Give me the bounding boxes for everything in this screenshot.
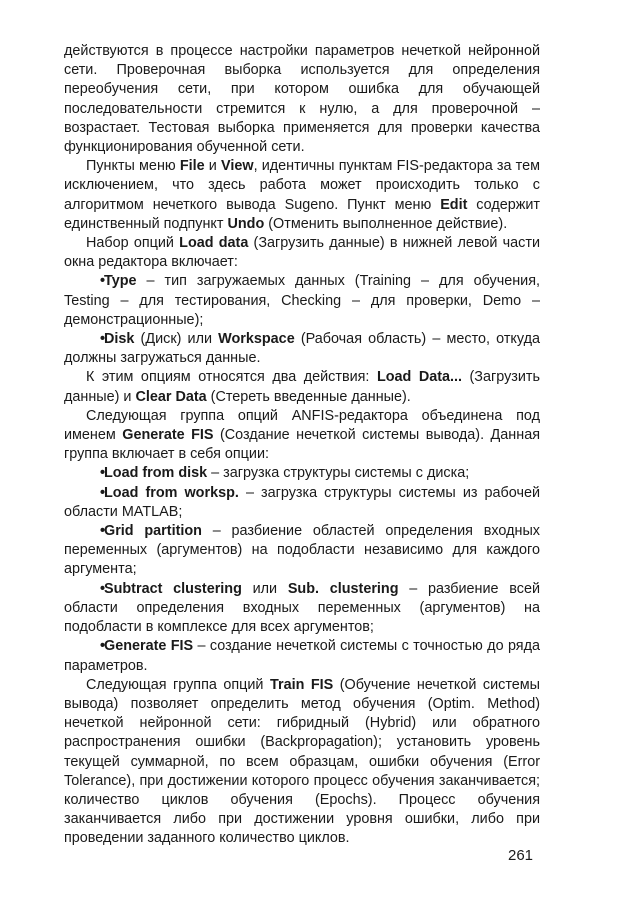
- bold-term: Grid partition: [104, 523, 202, 540]
- bold-term: Load data: [179, 235, 249, 252]
- text-run: (Отменить выполненное действие).: [264, 215, 508, 232]
- bullet-icon: •: [100, 484, 106, 501]
- paragraph: [64, 368, 540, 406]
- bullet-icon: •: [100, 273, 106, 290]
- bold-term: View: [221, 158, 254, 175]
- text-run: действуются в процессе настройки параметров нечеткой нейронной сети. Проверочная выборка используется для определения переобучения сети, при котором ошибка для обучающей последовательности стремится к нулю, а для проверочной – возрастает. Тестовая выборка применяется для проверки качества функционирования обученной сети.: [64, 43, 540, 156]
- text-run: (Обучение нечеткой системы вывода) позволяет определить метод обучения (Optim. Method) нечеткой нейронной сети: гибридный (Hybrid) или обратного распространения ошибки (Backpropagation); установить уровень текущей суммарной, по всем образцам, ошибки обучения (Error Tolerance), при достижении которого процесс обучения заканчивается; количество циклов обучения (Epochs). Процесс обучения заканчивается либо при достижении уровня ошибки, либо при проведении заданного количество циклов.: [64, 676, 541, 847]
- paragraph: [64, 42, 540, 157]
- bullet-item: [64, 522, 540, 580]
- text-run: – создание нечеткой системы с точностью до ряда параметров.: [64, 638, 540, 674]
- text-run: (Рабочая область) – место, откуда должны загружаться данные.: [64, 331, 540, 367]
- bullet-item: [64, 484, 540, 522]
- bullet-item: [64, 330, 540, 368]
- bold-term: Edit: [440, 196, 468, 213]
- bold-term: Clear Data: [135, 388, 207, 405]
- text-run: и: [204, 158, 222, 175]
- bold-term: Load Data...: [376, 369, 463, 386]
- bold-term: File: [179, 158, 205, 175]
- bullet-item: [64, 464, 540, 483]
- text-run: К этим опциям относятся два действия:: [86, 369, 377, 386]
- text-run: Пункты меню: [86, 158, 180, 175]
- text-run: или: [241, 580, 288, 597]
- text-run: – разбиение всей области определения входных переменных (аргументов) на подобласти в комплексе для всех аргументов;: [64, 580, 540, 636]
- bold-term: Type: [104, 273, 137, 290]
- bold-term: Undo: [227, 215, 265, 232]
- paragraph: [64, 234, 540, 272]
- bold-term: Load from worksp.: [104, 484, 239, 501]
- text-run: – загрузка структуры системы из рабочей области MATLAB;: [64, 484, 541, 520]
- bullet-item: [64, 637, 540, 675]
- text-run: (Загрузить данные) в нижней левой части окна редактора включает:: [64, 235, 540, 271]
- text-run: – разбиение областей определения входных переменных (аргументов) на подобласти независимо для каждого аргумента;: [64, 523, 540, 578]
- page-number: 261: [508, 847, 534, 864]
- bullet-icon: •: [100, 523, 106, 540]
- page-text-body: [64, 42, 540, 849]
- bullet-icon: •: [100, 638, 106, 655]
- text-run: (Стереть введенные данные).: [206, 388, 411, 405]
- bold-term: Load from disk: [104, 465, 208, 482]
- paragraph: [64, 157, 540, 234]
- text-run: содержит единственный подпункт: [64, 196, 541, 232]
- text-run: Набор опций: [86, 235, 180, 252]
- text-run: , идентичны пунктам FIS-редактора за тем исключением, что здесь работа может происходить только с алгоритмом нечеткого вывода Sugeno. Пункт меню: [64, 158, 540, 213]
- bold-term: Train FIS: [269, 676, 334, 693]
- bold-term: Workspace: [218, 331, 295, 348]
- bullet-icon: •: [100, 331, 106, 348]
- bold-term: Generate FIS: [122, 427, 214, 444]
- bullet-item: [64, 272, 540, 330]
- paragraph: [64, 676, 540, 849]
- text-run: – загрузка структуры системы с диска;: [207, 465, 470, 482]
- text-run: (Диск) или: [134, 331, 219, 348]
- paragraph: [64, 407, 540, 465]
- bold-term: Sub. clustering: [287, 580, 399, 597]
- text-run: Следующая группа опций: [86, 676, 270, 693]
- text-run: (Создание нечеткой системы вывода). Данная группа включает в себя опции:: [64, 427, 540, 463]
- bold-term: Subtract clustering: [104, 580, 242, 597]
- text-run: (Загрузить данные) и: [64, 369, 541, 405]
- bullet-icon: •: [100, 465, 106, 482]
- bullet-item: [64, 580, 540, 638]
- bold-term: Generate FIS: [104, 638, 194, 655]
- bullet-icon: •: [100, 580, 106, 597]
- text-run: – тип загружаемых данных (Training – для обучения, Testing – для тестирования, Checking – для проверки, Demo – демонстрационные);: [64, 273, 540, 328]
- bold-term: Disk: [104, 331, 135, 348]
- text-run: Следующая группа опций ANFIS-редактора объединена под именем: [64, 407, 540, 444]
